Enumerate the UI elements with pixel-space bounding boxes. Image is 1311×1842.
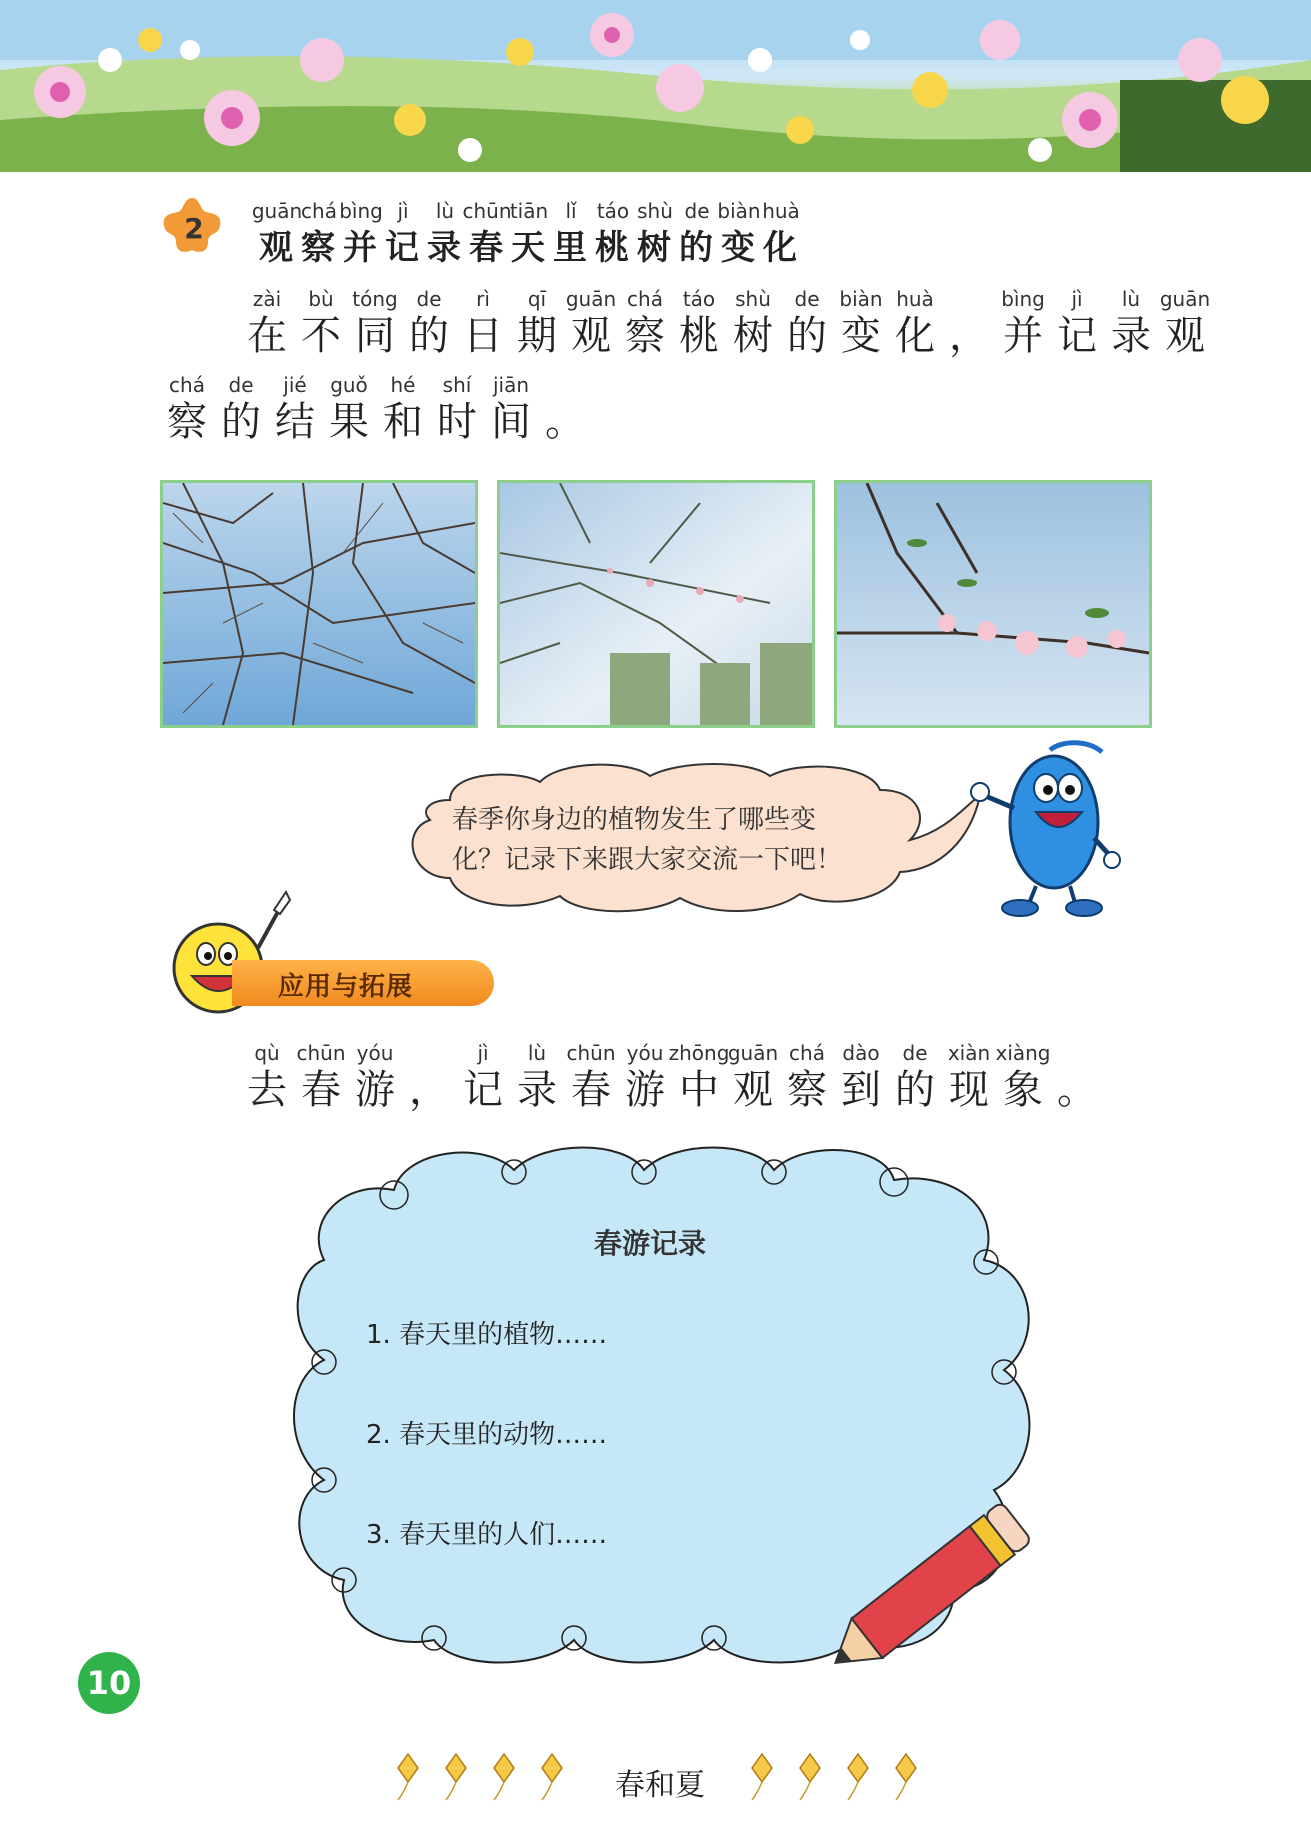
- ruby-char: [268, 372, 322, 446]
- pinyin: jì: [477, 1041, 489, 1065]
- hanzi: 观: [571, 313, 611, 359]
- pinyin: de: [228, 373, 254, 397]
- hanzi: 化: [895, 313, 935, 359]
- hanzi: 树: [733, 313, 773, 359]
- pinyin: biàn: [839, 287, 883, 311]
- ruby-char: [510, 286, 564, 360]
- pinyin: chá: [301, 199, 337, 223]
- hanzi: 察: [625, 313, 665, 359]
- hanzi: 的: [409, 313, 449, 359]
- hanzi: 树: [637, 228, 673, 268]
- pinyin: qù: [254, 1041, 280, 1065]
- hanzi: 天: [511, 228, 547, 268]
- pinyin: de: [416, 287, 442, 311]
- record-item-animals: 2. 春天里的动物……: [366, 1420, 608, 1450]
- ruby-char: [780, 1040, 834, 1114]
- flower-meadow-banner: [0, 0, 1311, 172]
- hanzi: 。: [545, 399, 585, 445]
- hanzi: 录: [427, 228, 463, 268]
- ruby-char: [430, 372, 484, 446]
- ruby-char: [942, 286, 996, 360]
- pinyin: bìng: [1001, 287, 1045, 311]
- hanzi: 果: [329, 399, 369, 445]
- hanzi: 桃: [595, 228, 631, 268]
- hanzi: 结: [275, 399, 315, 445]
- ruby-char: [294, 286, 348, 360]
- pinyin: chūn: [462, 199, 512, 223]
- pinyin: huà: [896, 287, 934, 311]
- ruby-char: [510, 1040, 564, 1114]
- ruby-char: [456, 1040, 510, 1114]
- ruby-char: [834, 1040, 888, 1114]
- hanzi: 象: [1003, 1067, 1043, 1113]
- pinyin: lù: [435, 199, 455, 223]
- ruby-char: [672, 286, 726, 360]
- ruby-char: [1050, 286, 1104, 360]
- ruby-char: [214, 372, 268, 446]
- ruby-char: [564, 286, 618, 360]
- ruby-char: [888, 286, 942, 360]
- ruby-char: [348, 286, 402, 360]
- ruby-char: [402, 286, 456, 360]
- pinyin: táo: [596, 199, 630, 223]
- ruby-char: [462, 198, 512, 272]
- pinyin: guān: [1159, 287, 1211, 311]
- kite-icon: [398, 1754, 418, 1782]
- hanzi: 到: [841, 1067, 881, 1113]
- ruby-char: [888, 1040, 942, 1114]
- hanzi: 日: [463, 313, 503, 359]
- hanzi: ，: [949, 313, 989, 359]
- pinyin: guān: [727, 1041, 779, 1065]
- ruby-char: [726, 286, 780, 360]
- page-number: 10: [78, 1652, 140, 1714]
- pinyin: biàn: [717, 199, 761, 223]
- pinyin: chá: [789, 1041, 825, 1065]
- hanzi: 间: [491, 399, 531, 445]
- hanzi: 记: [463, 1067, 503, 1113]
- kite-row-left: [384, 1750, 584, 1810]
- pinyin: lǐ: [565, 199, 577, 223]
- hanzi: 在: [247, 313, 287, 359]
- hanzi: 去: [247, 1067, 287, 1113]
- pinyin: chūn: [296, 1041, 346, 1065]
- kite-icon: [752, 1754, 772, 1782]
- hanzi: 的: [679, 228, 715, 268]
- ruby-char: [634, 198, 676, 272]
- pinyin: jì: [1071, 287, 1083, 311]
- hanzi: 的: [895, 1067, 935, 1113]
- ruby-char: [456, 286, 510, 360]
- pinyin: chá: [627, 287, 663, 311]
- kite-icon: [542, 1754, 562, 1782]
- blue-bean-mascot-icon: [966, 738, 1126, 922]
- hanzi: 游: [625, 1067, 665, 1113]
- pinyin: táo: [682, 287, 716, 311]
- hanzi: 游: [355, 1067, 395, 1113]
- ruby-char: [322, 372, 376, 446]
- hanzi: 并: [1003, 313, 1043, 359]
- hanzi: 观: [733, 1067, 773, 1113]
- pinyin: de: [794, 287, 820, 311]
- ruby-char: [538, 372, 592, 446]
- pinyin: guān: [251, 199, 303, 223]
- ruby-char: [402, 1040, 456, 1114]
- kite-row-right: [738, 1750, 938, 1810]
- ruby-char: [618, 286, 672, 360]
- pinyin: jié: [283, 373, 307, 397]
- pinyin: chūn: [566, 1041, 616, 1065]
- pinyin: shí: [442, 373, 472, 397]
- pinyin: hé: [390, 373, 416, 397]
- section-number: 2: [184, 212, 204, 245]
- pinyin: lù: [1121, 287, 1141, 311]
- pinyin: huà: [762, 199, 800, 223]
- ruby-char: [668, 1040, 730, 1114]
- ruby-char: [294, 1040, 348, 1114]
- ruby-char: [298, 198, 340, 272]
- ruby-char: [726, 1040, 780, 1114]
- pinyin: de: [684, 199, 710, 223]
- record-item-people: 3. 春天里的人们……: [366, 1520, 608, 1550]
- hanzi: 时: [437, 399, 477, 445]
- ruby-char: [996, 1040, 1050, 1114]
- ruby-char: [592, 198, 634, 272]
- ruby-char: [382, 198, 424, 272]
- orange-star-icon: [160, 196, 224, 256]
- ruby-char: [1050, 1040, 1104, 1114]
- ruby-char: [564, 1040, 618, 1114]
- hanzi: 春: [571, 1067, 611, 1113]
- ruby-char: [160, 372, 214, 446]
- hanzi: 录: [1111, 313, 1151, 359]
- ruby-char: [780, 286, 834, 360]
- instruction-line-1: [240, 286, 1212, 360]
- pinyin: guǒ: [330, 373, 368, 397]
- photo-bare-branches: [160, 480, 478, 728]
- pinyin: jì: [397, 199, 409, 223]
- ruby-char: [240, 1040, 294, 1114]
- pinyin: jiān: [492, 373, 530, 397]
- pinyin: chá: [169, 373, 205, 397]
- ruby-char: [996, 286, 1050, 360]
- ruby-char: [942, 1040, 996, 1114]
- hanzi: 观: [259, 228, 295, 268]
- hanzi: 变: [841, 313, 881, 359]
- instruction-line-2: [160, 372, 592, 446]
- hanzi: 现: [949, 1067, 989, 1113]
- ruby-char: [718, 198, 760, 272]
- pinyin: zhōng: [668, 1041, 730, 1065]
- ruby-char: [424, 198, 466, 272]
- hanzi: 桃: [679, 313, 719, 359]
- hanzi: 和: [383, 399, 423, 445]
- pinyin: dào: [842, 1041, 880, 1065]
- speech-line-2: 化？记录下来跟大家交流一下吧！: [452, 845, 843, 875]
- hanzi: 。: [1057, 1067, 1097, 1113]
- hanzi: 记: [1057, 313, 1097, 359]
- kite-icon: [446, 1754, 466, 1782]
- hanzi: 里: [553, 228, 589, 268]
- ruby-char: [550, 198, 592, 272]
- hanzi: 春: [301, 1067, 341, 1113]
- hanzi: 察: [787, 1067, 827, 1113]
- hanzi: 化: [763, 228, 799, 268]
- ruby-char: [760, 198, 802, 272]
- pinyin: tóng: [352, 287, 398, 311]
- hanzi: 并: [343, 228, 379, 268]
- pinyin: xiàng: [995, 1041, 1051, 1065]
- kite-icon: [848, 1754, 868, 1782]
- record-card-title: 春游记录: [593, 1227, 706, 1260]
- pinyin: yóu: [356, 1041, 394, 1065]
- ruby-char: [834, 286, 888, 360]
- ruby-char: [240, 286, 294, 360]
- footer-chapter-label: 春和夏: [615, 1768, 705, 1803]
- ruby-char: [376, 372, 430, 446]
- hanzi: 期: [517, 313, 557, 359]
- ruby-char: [1158, 286, 1212, 360]
- pencil-icon: [800, 1484, 1060, 1698]
- pinyin: bìng: [339, 199, 383, 223]
- kite-icon: [494, 1754, 514, 1782]
- photo-blossoming-branches: [834, 480, 1152, 728]
- ruby-char: [1104, 286, 1158, 360]
- record-item-plants: 1. 春天里的植物……: [366, 1320, 608, 1350]
- hanzi: ，: [409, 1067, 449, 1113]
- pinyin: de: [902, 1041, 928, 1065]
- hanzi: 察: [167, 399, 207, 445]
- extension-badge-label: 应用与拓展: [278, 972, 414, 1002]
- pinyin: lù: [527, 1041, 547, 1065]
- ruby-char: [340, 198, 382, 272]
- pinyin: shù: [637, 199, 673, 223]
- hanzi: 变: [721, 228, 757, 268]
- hanzi: 记: [385, 228, 421, 268]
- pinyin: yóu: [626, 1041, 664, 1065]
- hanzi: 的: [787, 313, 827, 359]
- photo-budding-branches: [497, 480, 815, 728]
- pinyin: rì: [476, 287, 490, 311]
- speech-bubble-text: [452, 800, 892, 880]
- kite-icon: [800, 1754, 820, 1782]
- speech-line-1: 春季你身边的植物发生了哪些变: [452, 805, 817, 835]
- pinyin: zài: [252, 287, 282, 311]
- hanzi: 录: [517, 1067, 557, 1113]
- ruby-char: [618, 1040, 672, 1114]
- kite-icon: [896, 1754, 916, 1782]
- pinyin: qī: [527, 287, 547, 311]
- hanzi: 不: [301, 313, 341, 359]
- ruby-char: [484, 372, 538, 446]
- extension-instruction: [240, 1040, 1104, 1114]
- hanzi: 察: [301, 228, 337, 268]
- pinyin: guān: [565, 287, 617, 311]
- pinyin: shù: [735, 287, 771, 311]
- ruby-char: [251, 198, 303, 272]
- hanzi: 中: [679, 1067, 719, 1113]
- pinyin: bù: [308, 287, 334, 311]
- hanzi: 同: [355, 313, 395, 359]
- pinyin: tiān: [509, 199, 549, 223]
- ruby-char: [348, 1040, 402, 1114]
- section-title: [251, 198, 802, 272]
- hanzi: 观: [1165, 313, 1205, 359]
- hanzi: 的: [221, 399, 261, 445]
- pinyin: xiàn: [947, 1041, 991, 1065]
- ruby-char: [508, 198, 550, 272]
- ruby-char: [676, 198, 718, 272]
- hanzi: 春: [469, 228, 505, 268]
